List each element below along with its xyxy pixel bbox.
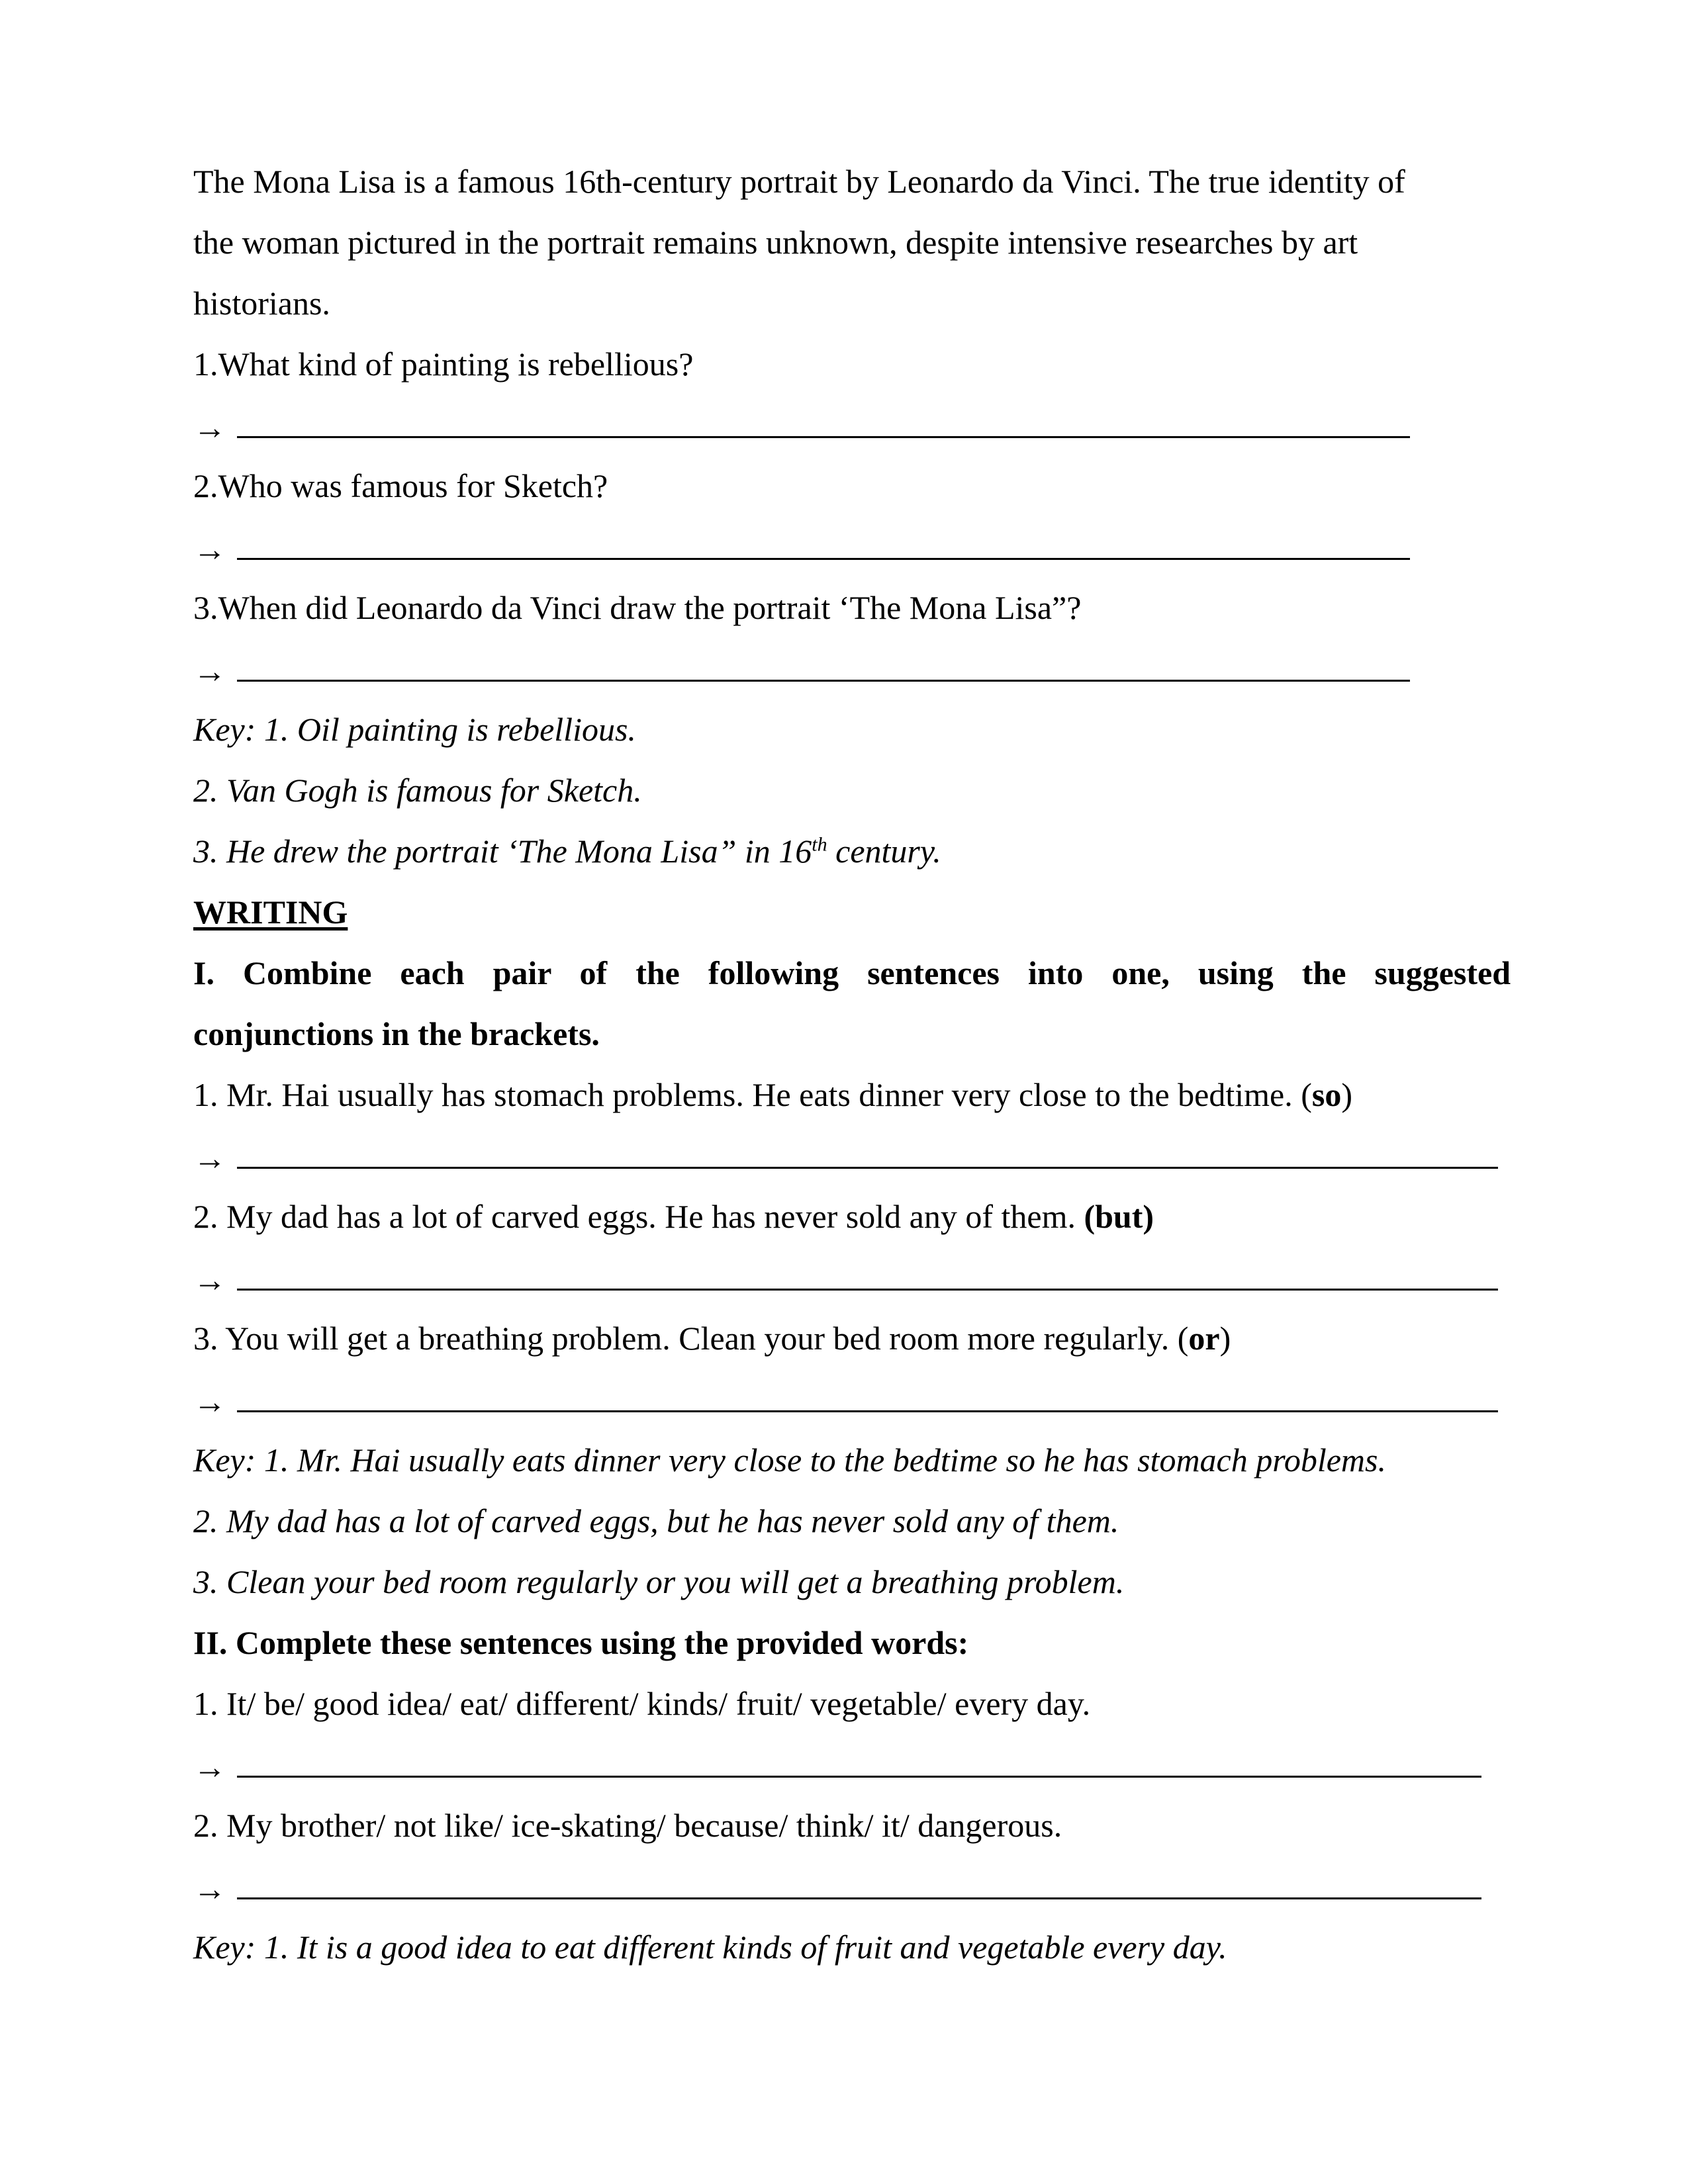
section2-title: II. Complete these sentences using the provided words:: [193, 1624, 969, 1661]
worksheet-page: [193, 151, 1511, 1978]
reading-key-2: 2. Van Gogh is famous for Sketch.: [193, 772, 642, 809]
combine-key-3: 3. Clean your bed room regularly or you will get a breathing problem.: [193, 1563, 1125, 1600]
arrow-icon: →: [193, 531, 226, 568]
answer-blank[interactable]: [237, 1289, 1498, 1291]
combine-item-3: [193, 1308, 1511, 1369]
arrow-icon: →: [193, 653, 226, 690]
arrow-icon: →: [193, 409, 226, 446]
answer-blank[interactable]: [237, 558, 1410, 560]
answer-blank[interactable]: [237, 1410, 1498, 1412]
answer-blank[interactable]: [237, 436, 1410, 438]
arrow-icon: →: [193, 1140, 226, 1177]
intro-line-1: The Mona Lisa is a famous 16th-century portrait by Leonardo da Vinci. The true identity of: [193, 163, 1405, 200]
intro-line-2: the woman pictured in the portrait remains unknown, despite intensive researches by art: [193, 224, 1358, 261]
combine-key-2: 2. My dad has a lot of carved eggs, but he has never sold any of them.: [193, 1502, 1119, 1539]
reading-key-3: [193, 821, 1511, 882]
combine-item-2-text: 2. My dad has a lot of carved eggs. He has never sold any of them.: [193, 1198, 1084, 1235]
answer-row-r1: [193, 394, 1511, 455]
section1-title-line-2: conjunctions in the brackets.: [193, 1015, 600, 1052]
combine-item-2-conj: (but): [1084, 1198, 1154, 1235]
answer-row-w3: [193, 1369, 1511, 1430]
answer-row-w1: [193, 1125, 1511, 1186]
combine-key-1: Key: 1. Mr. Hai usually eats dinner very close to the bedtime so he has stomach problems.: [193, 1441, 1387, 1479]
reading-key-1: Key: 1. Oil painting is rebellious.: [193, 711, 636, 748]
combine-item-2: [193, 1186, 1511, 1247]
answer-row-c2: [193, 1856, 1511, 1917]
complete-item-1: 1. It/ be/ good idea/ eat/ different/ kinds/ fruit/ vegetable/ every day.: [193, 1685, 1091, 1722]
combine-item-3-text: 3. You will get a breathing problem. Clean your bed room more regularly. (: [193, 1320, 1189, 1357]
writing-heading: WRITING: [193, 893, 348, 931]
answer-blank[interactable]: [237, 1776, 1481, 1778]
complete-item-2: 2. My brother/ not like/ ice-skating/ because/ think/ it/ dangerous.: [193, 1807, 1062, 1844]
answer-blank[interactable]: [237, 680, 1410, 682]
answer-row-r2: [193, 516, 1511, 577]
combine-item-1: [193, 1064, 1511, 1125]
combine-item-3-conj: or: [1188, 1320, 1220, 1357]
answer-row-w2: [193, 1247, 1511, 1308]
answer-blank[interactable]: [237, 1897, 1481, 1899]
answer-row-c1: [193, 1734, 1511, 1795]
answer-blank[interactable]: [237, 1167, 1498, 1169]
arrow-icon: →: [193, 1261, 226, 1298]
reading-question-3: 3.When did Leonardo da Vinci draw the portrait ‘The Mona Lisa”?: [193, 589, 1082, 626]
reading-key-3-text: 3. He drew the portrait ‘The Mona Lisa” in 16: [193, 833, 812, 870]
reading-question-1: 1.What kind of painting is rebellious?: [193, 345, 694, 383]
complete-key-1: Key: 1. It is a good idea to eat different kinds of fruit and vegetable every day.: [193, 1929, 1227, 1966]
intro-line-3: historians.: [193, 285, 330, 322]
combine-item-1-text: 1. Mr. Hai usually has stomach problems. He eats dinner very close to the bedtime. (: [193, 1076, 1312, 1113]
arrow-icon: →: [193, 1749, 226, 1786]
combine-item-1-after: ): [1341, 1076, 1352, 1113]
combine-item-3-after: ): [1219, 1320, 1231, 1357]
reading-key-3-after: century.: [827, 833, 941, 870]
combine-item-1-conj: so: [1311, 1076, 1342, 1113]
answer-row-r3: [193, 638, 1511, 699]
arrow-icon: →: [193, 1383, 226, 1420]
section1-title-line-1: I. Combine each pair of the following sentences into one, using the suggested: [193, 954, 1511, 991]
reading-question-2: 2.Who was famous for Sketch?: [193, 467, 608, 504]
arrow-icon: →: [193, 1870, 226, 1907]
reading-key-3-sup: th: [812, 833, 827, 856]
